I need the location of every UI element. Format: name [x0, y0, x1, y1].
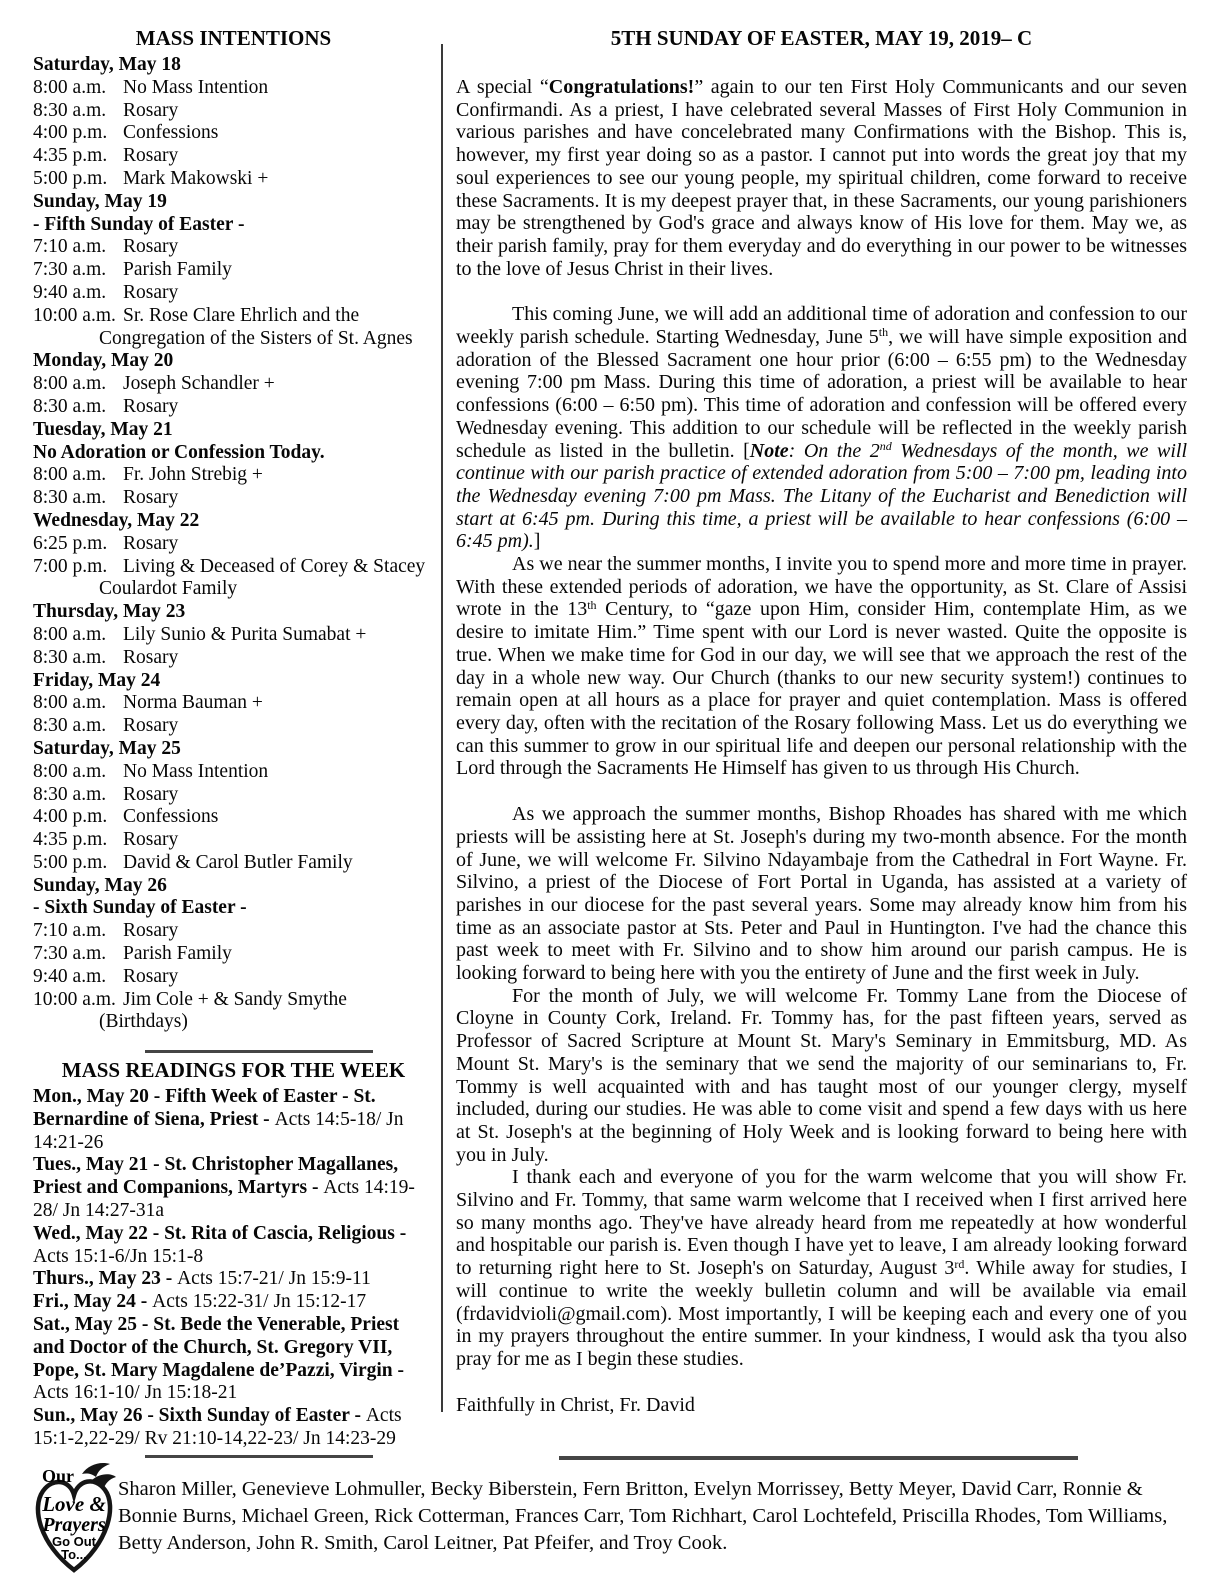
- logo-word-love: Love &: [42, 1492, 106, 1516]
- day-heading: Sunday, May 19: [33, 190, 167, 212]
- time-label: 8:30 a.m.: [33, 395, 107, 417]
- mass-intention-row: [33, 624, 434, 647]
- time-label: 5:00 p.m.: [33, 851, 108, 873]
- intention-text: Living & Deceased of Corey & Stacey Coulardot Family: [99, 555, 426, 600]
- time-label: 7:00 p.m.: [33, 555, 108, 577]
- intention-text: Parish Family: [123, 943, 232, 965]
- mass-day-section: [33, 510, 434, 601]
- time-label: 8:30 a.m.: [33, 715, 107, 737]
- day-subheading: No Adoration or Confession Today.: [33, 441, 325, 463]
- mass-intentions-title: MASS INTENTIONS: [135, 26, 332, 50]
- right-column: [456, 26, 1187, 1416]
- intention-text: Rosary: [123, 829, 179, 851]
- logo-word-go-out: Go Out: [51, 1534, 97, 1549]
- mass-intentions-list: [33, 54, 434, 1034]
- mass-intention-row: [33, 487, 434, 510]
- intention-text: Rosary: [123, 532, 179, 554]
- day-heading: Saturday, May 18: [33, 54, 181, 75]
- mass-day-section: [33, 738, 434, 875]
- mass-intention-row: [33, 761, 434, 784]
- time-label: 10:00 a.m.: [33, 988, 116, 1010]
- time-label: 8:00 a.m.: [33, 760, 107, 782]
- logo-word-prayers: Prayers: [42, 1514, 106, 1536]
- mass-intention-row: [33, 647, 434, 670]
- mass-intention-row: [33, 168, 434, 191]
- reading-entry: Wed., May 22 - St. Rita of Cascia, Religious - Acts 15:1-6/Jn 15:1-8: [33, 1222, 407, 1267]
- mass-day-section: [33, 350, 434, 418]
- logo-word-our: Our: [42, 1466, 75, 1486]
- mass-day-section: [33, 670, 434, 738]
- mass-intention-row: [33, 806, 434, 829]
- intention-text: Mark Makowski +: [123, 167, 269, 189]
- intention-text: No Mass Intention: [123, 76, 269, 98]
- time-label: 7:30 a.m.: [33, 943, 107, 965]
- day-items: [33, 533, 434, 601]
- intention-text: Confessions: [123, 806, 219, 828]
- page-title: 5TH SUNDAY OF EASTER, MAY 19, 2019– C: [610, 26, 1033, 50]
- intention-text: Rosary: [123, 715, 179, 737]
- intention-text: Rosary: [123, 487, 179, 509]
- mass-intention-row: [33, 556, 434, 602]
- intention-text: Rosary: [123, 783, 179, 805]
- left-column: [33, 26, 434, 1034]
- rule-above-readings: [145, 1050, 373, 1053]
- mass-intention-row: [33, 829, 434, 852]
- paragraph-fr-tommy: For the month of July, we will welcome Fr. Tommy Lane from the Diocese of Cloyne in County Cork, Ireland. Fr. Tommy has, for the past fifteen years, served as Professor of Sacred Scripture at Mount St. Mary's Seminary in Emmitsburg, MD. As Mount St. Mary's is the seminary that we send the majority of our seminarians to, Fr. Tommy is well acquainted with and has taught most of our younger clergy, myself included, during our studies. He was able to come visit and spend a few days with us here at St. Joseph's at the beginning of Holy Week and is looking forward to being here with you in July.: [456, 984, 1187, 1166]
- time-label: 8:00 a.m.: [33, 373, 107, 395]
- time-label: 7:30 a.m.: [33, 259, 107, 281]
- day-subheading: - Sixth Sunday of Easter -: [33, 897, 247, 919]
- mass-intention-row: [33, 396, 434, 419]
- reading-entry: Sat., May 25 - St. Bede the Venerable, Priest and Doctor of the Church, St. Gregory VII, Pope, St. Mary Magdalene de’Pazzi, Virgin - Acts 16:1-10/ Jn 15:18-21: [33, 1313, 404, 1404]
- love-and-prayers-logo: [28, 1460, 120, 1576]
- paragraph-farewell: I thank each and everyone of you for the warm welcome that you will show Fr. Silvino and Fr. Tommy, that same warm welcome that I received when I first arrived here so many months ago. They've have already heard from me repeatedly at how wonderful and hospitable our parish is. Even though I have yet to leave, I am already looking forward to returning right here to St. Joseph's on Saturday, August 3rd. While away for studies, I will continue to write the weekly bulletin column and will be available via email (frdavidvioli@gmail.com). Most importantly, I will be keeping each and every one of you in my prayers throughout the entire summer. In your kindness, I would ask tha tyou also pray for me as I begin these studies.: [456, 1166, 1187, 1370]
- paragraph-congratulations: A special “Congratulations!” again to our ten First Holy Communicants and our seven Confirmandi. As a priest, I have celebrated several Masses of First Holy Communion in various parishes and have concelebrated many Confirmations with the Bishop. This is, however, my first year doing so as a pastor. I cannot put into words the great joy that my soul experiences to see our young people, my spiritual children, come forward to receive these Sacraments. It is my deepest prayer that, in these Sacraments, our young parishioners may be strengthened by God's grace and always know of His love for them. May we, as their parish family, pray for them everyday and do everything in our power to be witnesses to the love of Jesus Christ in their lives.: [456, 76, 1187, 280]
- intention-text: Lily Sunio & Purita Sumabat +: [123, 623, 367, 645]
- mass-intention-row: [33, 100, 434, 123]
- signature: Faithfully in Christ, Fr. David: [456, 1393, 695, 1416]
- mass-intention-row: [33, 533, 434, 556]
- intention-text: Rosary: [123, 920, 179, 942]
- paragraph-adoration-schedule: This coming June, we will add an additional time of adoration and confession to our weekly parish schedule. Starting Wednesday, June 5th, we will have simple exposition and adoration of the Blessed Sacrament one hour prior (6:00 – 6:55 pm) to the Wednesday evening 7:00 pm Mass. During this time of adoration, a priest will be available to hear confessions (6:00 – 6:50 pm). This time of adoration and confession will be offered every Wednesday evening. This addition to our schedule will be reflected in the weekly parish schedule as listed in the bulletin. [Note: On the 2nd Wednesdays of the month, we will continue with our parish practice of extended adoration from 5:00 – 7:00 pm, leading into the Wednesday evening 7:00 pm Mass. The Litany of the Eucharist and Benediction will start at 6:45 pm. During this time, a priest will be available to hear confessions (6:00 – 6:45 pm).]: [456, 303, 1187, 553]
- day-items: [33, 236, 434, 350]
- mass-day-section: [33, 875, 434, 1035]
- day-items: [33, 77, 434, 191]
- intention-text: Rosary: [123, 145, 179, 167]
- time-label: 4:35 p.m.: [33, 829, 108, 851]
- intention-text: Sr. Rose Clare Ehrlich and the Congregation of the Sisters of St. Agnes: [99, 304, 413, 349]
- day-items: [33, 920, 434, 1034]
- intention-text: Confessions: [123, 122, 219, 144]
- time-label: 10:00 a.m.: [33, 304, 116, 326]
- time-label: 8:30 a.m.: [33, 99, 107, 121]
- time-label: 4:35 p.m.: [33, 145, 108, 167]
- day-items: [33, 373, 434, 419]
- column-divider: [441, 44, 443, 1412]
- paragraph-summer-prayer: As we near the summer months, I invite you to spend more and more time in prayer. With these extended periods of adoration, we have the opportunity, as St. Clare of Assisi wrote in the 13th Century, to “gaze upon Him, consider Him, contemplate Him, as we desire to imitate Him.” Time spent with our Lord is never wasted. Quite the opposite is true. When we make time for God in our day, we will see that we approach the rest of the day in a whole new way. Our Church (thanks to our new security system!) continues to remain open at all hours as a place for prayer and quiet contemplation. Mass is offered every day, often with the recitation of the Rosary following Mass. Let us do everything we can this summer to grow in our spiritual life and deepen our personal relationship with the Lord through the Sacraments He Himself has given to us through His Church.: [456, 553, 1187, 780]
- time-label: 8:30 a.m.: [33, 646, 107, 668]
- time-label: 4:00 p.m.: [33, 122, 108, 144]
- intention-text: David & Carol Butler Family: [123, 851, 353, 873]
- intention-text: Rosary: [123, 99, 179, 121]
- mass-readings-block: [33, 1058, 434, 1451]
- mass-intention-row: [33, 77, 434, 100]
- paragraph-fr-silvino: As we approach the summer months, Bishop Rhoades has shared with me which priests will be assisting here at St. Joseph's during my two-month absence. For the month of June, we will welcome Fr. Silvino Ndayambaje from the Cathedral in Fort Wayne. Fr. Silvino, a priest of the Diocese of Fort Portal in Uganda, has assisted at a variety of parishes in our diocese for the past several years. Some may already know him from his time as an associate pastor at Sts. Peter and Paul in Huntington. I've had the chance this past week to meet with Fr. Silvino and to show him around our parish campus. He is looking forward to being here with you the entirety of June and the first week in July.: [456, 803, 1187, 985]
- rule-right-bottom: [559, 1456, 1078, 1460]
- rule-left-bottom: [145, 1455, 373, 1458]
- day-items: [33, 464, 434, 510]
- mass-intention-row: [33, 920, 434, 943]
- day-items: [33, 761, 434, 875]
- mass-intention-row: [33, 259, 434, 282]
- day-heading: Wednesday, May 22: [33, 509, 200, 531]
- mass-intention-row: [33, 943, 434, 966]
- mass-intention-row: [33, 282, 434, 305]
- day-heading: Saturday, May 25: [33, 737, 181, 759]
- time-label: 8:30 a.m.: [33, 783, 107, 805]
- time-label: 9:40 a.m.: [33, 965, 107, 987]
- time-label: 6:25 p.m.: [33, 532, 108, 554]
- intention-text: Joseph Schandler +: [123, 373, 275, 395]
- mass-intention-row: [33, 236, 434, 259]
- logo-word-to: To...: [61, 1547, 87, 1562]
- mass-intention-row: [33, 692, 434, 715]
- mass-readings-title: MASS READINGS FOR THE WEEK: [61, 1058, 406, 1082]
- time-label: 5:00 p.m.: [33, 167, 108, 189]
- mass-day-section: [33, 601, 434, 669]
- reading-entry: Mon., May 20 - Fifth Week of Easter - St. Bernardine of Siena, Priest - Acts 14:5-18/ Jn 14:21-26: [33, 1086, 404, 1153]
- mass-intention-row: [33, 966, 434, 989]
- mass-intention-row: [33, 145, 434, 168]
- day-heading: Friday, May 24: [33, 669, 161, 691]
- time-label: 9:40 a.m.: [33, 281, 107, 303]
- mass-intention-row: [33, 122, 434, 145]
- time-label: 4:00 p.m.: [33, 806, 108, 828]
- intention-text: Rosary: [123, 646, 179, 668]
- mass-intention-row: [33, 989, 434, 1035]
- mass-day-section: [33, 54, 434, 191]
- reading-entry: Sun., May 26 - Sixth Sunday of Easter - Acts 15:1-2,22-29/ Rv 21:10-14,22-23/ Jn 14:23-29: [33, 1405, 402, 1449]
- prayer-names-text: Sharon Miller, Genevieve Lohmuller, Becky Biberstein, Fern Britton, Evelyn Morrissey, Betty Meyer, David Carr, Ronnie & Bonnie Burns, Michael Green, Rick Cotterman, Frances Carr, Tom Richhart, Carol Lochtefeld, Priscilla Rhodes, Tom Williams, Betty Anderson, John R. Smith, Carol Leitner, Pat Pfeifer, and Troy Cook.: [118, 1478, 1168, 1554]
- intention-text: Rosary: [123, 236, 179, 258]
- time-label: 8:00 a.m.: [33, 623, 107, 645]
- mass-intention-row: [33, 715, 434, 738]
- mass-intention-row: [33, 464, 434, 487]
- time-label: 8:00 a.m.: [33, 76, 107, 98]
- intention-text: Rosary: [123, 395, 179, 417]
- mass-intention-row: [33, 305, 434, 351]
- time-label: 8:00 a.m.: [33, 464, 107, 486]
- intention-text: Norma Bauman +: [123, 692, 263, 714]
- day-items: [33, 692, 434, 738]
- mass-intention-row: [33, 852, 434, 875]
- intention-text: Parish Family: [123, 259, 232, 281]
- day-heading: Thursday, May 23: [33, 601, 186, 623]
- day-subheading: - Fifth Sunday of Easter -: [33, 213, 245, 235]
- mass-intention-row: [33, 373, 434, 396]
- intention-text: Rosary: [123, 281, 179, 303]
- time-label: 7:10 a.m.: [33, 920, 107, 942]
- time-label: 8:00 a.m.: [33, 692, 107, 714]
- day-heading: Sunday, May 26: [33, 874, 167, 896]
- day-heading: Tuesday, May 21: [33, 418, 173, 440]
- day-heading: Monday, May 20: [33, 350, 174, 372]
- reading-entry: Fri., May 24 - Acts 15:22-31/ Jn 15:12-17: [33, 1291, 367, 1313]
- time-label: 7:10 a.m.: [33, 236, 107, 258]
- mass-day-section: [33, 419, 434, 510]
- readings-list: [33, 1086, 434, 1451]
- intention-text: Jim Cole + & Sandy Smythe (Birthdays): [99, 988, 347, 1033]
- intention-text: Fr. John Strebig +: [123, 464, 263, 486]
- intention-text: No Mass Intention: [123, 760, 269, 782]
- mass-day-section: [33, 191, 434, 351]
- reading-entry: Thurs., May 23 - Acts 15:7-21/ Jn 15:9-11: [33, 1268, 371, 1290]
- time-label: 8:30 a.m.: [33, 487, 107, 509]
- day-items: [33, 624, 434, 670]
- reading-entry: Tues., May 21 - St. Christopher Magallanes, Priest and Companions, Martyrs - Acts 14:19-28/ Jn 14:27-31a: [33, 1154, 415, 1221]
- intention-text: Rosary: [123, 965, 179, 987]
- mass-intention-row: [33, 784, 434, 807]
